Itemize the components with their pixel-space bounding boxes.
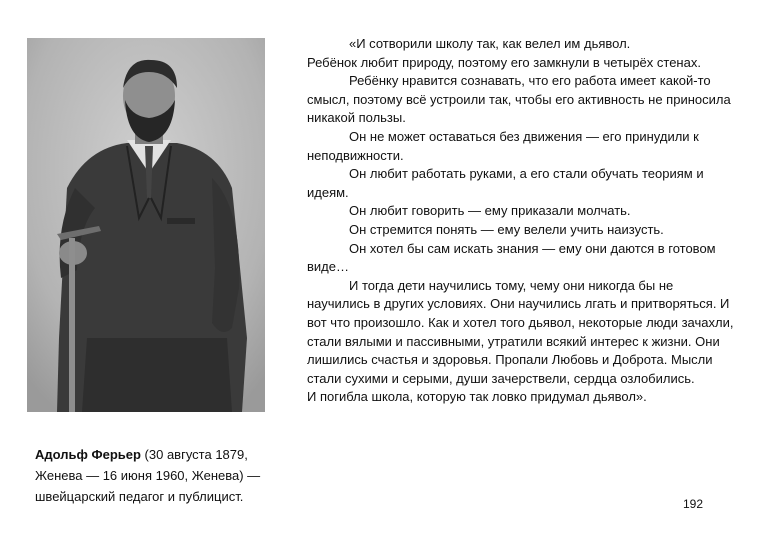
paragraph: Он не может оставаться без движения — его принудили к неподвижности. — [307, 128, 699, 163]
photo-caption — [35, 444, 297, 507]
paragraph: Он любит работать руками, а его стали обучать теориям и идеям. — [307, 166, 704, 200]
quote-text — [307, 35, 735, 407]
portrait-photo — [27, 38, 265, 412]
caption-name: Адольф Ферьер — [35, 447, 141, 462]
paragraph: Он любит говорить — ему приказали молчать. — [349, 203, 631, 219]
page-number: 192 — [683, 497, 704, 511]
paragraph: Он стремится понять — ему велели учить наизусть. — [349, 221, 664, 237]
paragraph: И погибла школа, которую так ловко придумал дьявол». — [307, 389, 647, 405]
paragraph: «И сотворили школу так, как велел им дьявол. — [349, 36, 631, 51]
paragraph: Ребёнку нравится сознавать, что его работа имеет какой-то смысл, поэтому всё устроили так, чтобы его активность не приносила никакой пользы. — [307, 73, 731, 126]
paragraph: Ребёнок любит природу, поэтому его замкнули в четырёх стенах. — [307, 54, 701, 70]
paragraph: И тогда дети научились тому, чему они никогда бы не научились в других условиях. Они научились лгать и притворяться. И вот что произошло. Как и хотел того дьявол, некоторые люди зачахли, стали вялыми и пассивными, утратили всякий интерес к жизни. Они лишились счастья и здоровья. Пропали Любовь и Доброта. Мысли стали сухими и серыми, души зачерствели, сердца озлобились. — [307, 277, 734, 386]
paragraph: Он хотел бы сам искать знания — ему они даются в готовом виде… — [307, 240, 716, 275]
caption-details: (30 августа 1879, Женева — 16 июня 1960, Женева) — швейцарский педагог и публицист. — [35, 447, 261, 504]
